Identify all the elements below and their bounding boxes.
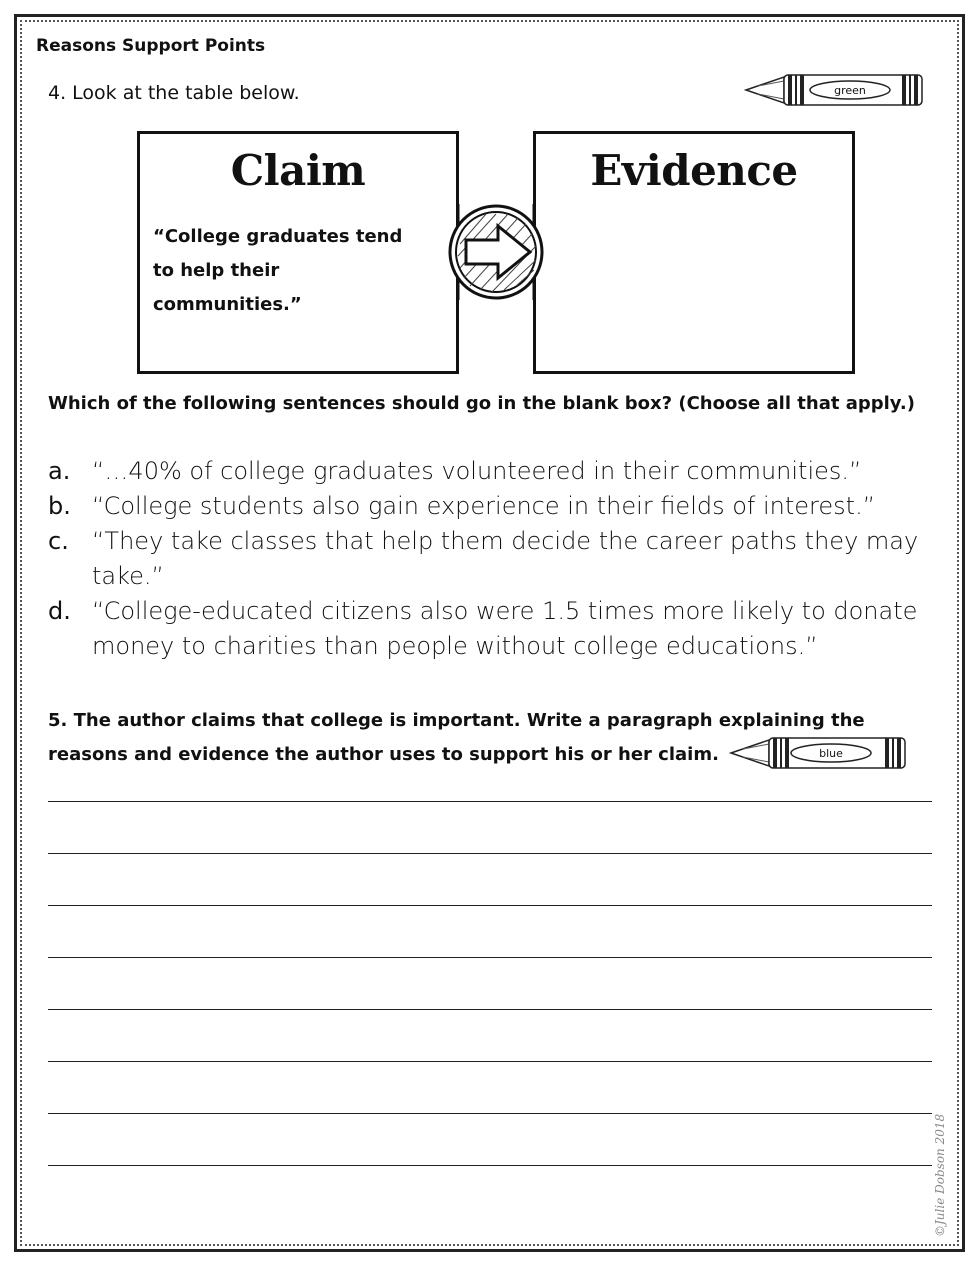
choice-a[interactable]	[48, 454, 928, 489]
choice-b[interactable]	[48, 489, 928, 524]
choice-c[interactable]	[48, 524, 928, 594]
worksheet-title: Reasons Support Points	[36, 36, 266, 56]
choice-letter: a.	[48, 457, 71, 485]
choice-d[interactable]	[48, 594, 928, 664]
claim-box	[137, 131, 459, 374]
choice-letter: b.	[48, 492, 71, 520]
evidence-heading: Evidence	[590, 146, 798, 195]
choice-letter: c.	[48, 527, 69, 555]
blue-crayon-label: blue	[819, 747, 843, 760]
choice-text: “College-educated citizens also were 1.5 times more likely to donate money to charities than people without college educations.”	[92, 597, 918, 660]
answer-line[interactable]	[48, 957, 932, 1009]
question-4-instruction: Which of the following sentences should go in the blank box? (Choose all that apply.)	[48, 393, 915, 414]
answer-line[interactable]	[48, 853, 932, 905]
choice-text: “…40% of college graduates volunteered in their communities.”	[92, 457, 862, 485]
answer-choices	[48, 454, 928, 664]
blue-crayon-icon	[729, 734, 909, 776]
choice-letter: d.	[48, 597, 71, 625]
green-crayon-icon	[744, 71, 926, 113]
choice-text: “College students also gain experience in their fields of interest.”	[92, 492, 876, 520]
answer-line[interactable]	[48, 905, 932, 957]
claim-text: “College graduates tend to help their communities.”	[153, 226, 403, 315]
answer-line[interactable]	[48, 1165, 932, 1217]
green-crayon-label: green	[834, 84, 866, 97]
evidence-box	[533, 131, 855, 374]
choice-text: “They take classes that help them decide the career paths they may take.”	[92, 527, 919, 590]
answer-line[interactable]	[48, 1061, 932, 1113]
answer-area[interactable]	[48, 801, 932, 1217]
answer-line[interactable]	[48, 1113, 932, 1165]
copyright-text: ©Julie Dobson 2018	[933, 1113, 947, 1237]
question-4-prompt: 4. Look at the table below.	[48, 82, 300, 104]
question-5-prompt: 5. The author claims that college is important. Write a paragraph explaining the reasons and evidence the author uses to support his or her claim.	[48, 710, 865, 765]
copyright-note	[926, 1065, 956, 1240]
arrow-icon	[446, 204, 548, 304]
answer-line[interactable]	[48, 1009, 932, 1061]
claim-heading: Claim	[230, 146, 366, 195]
answer-line[interactable]	[48, 801, 932, 853]
